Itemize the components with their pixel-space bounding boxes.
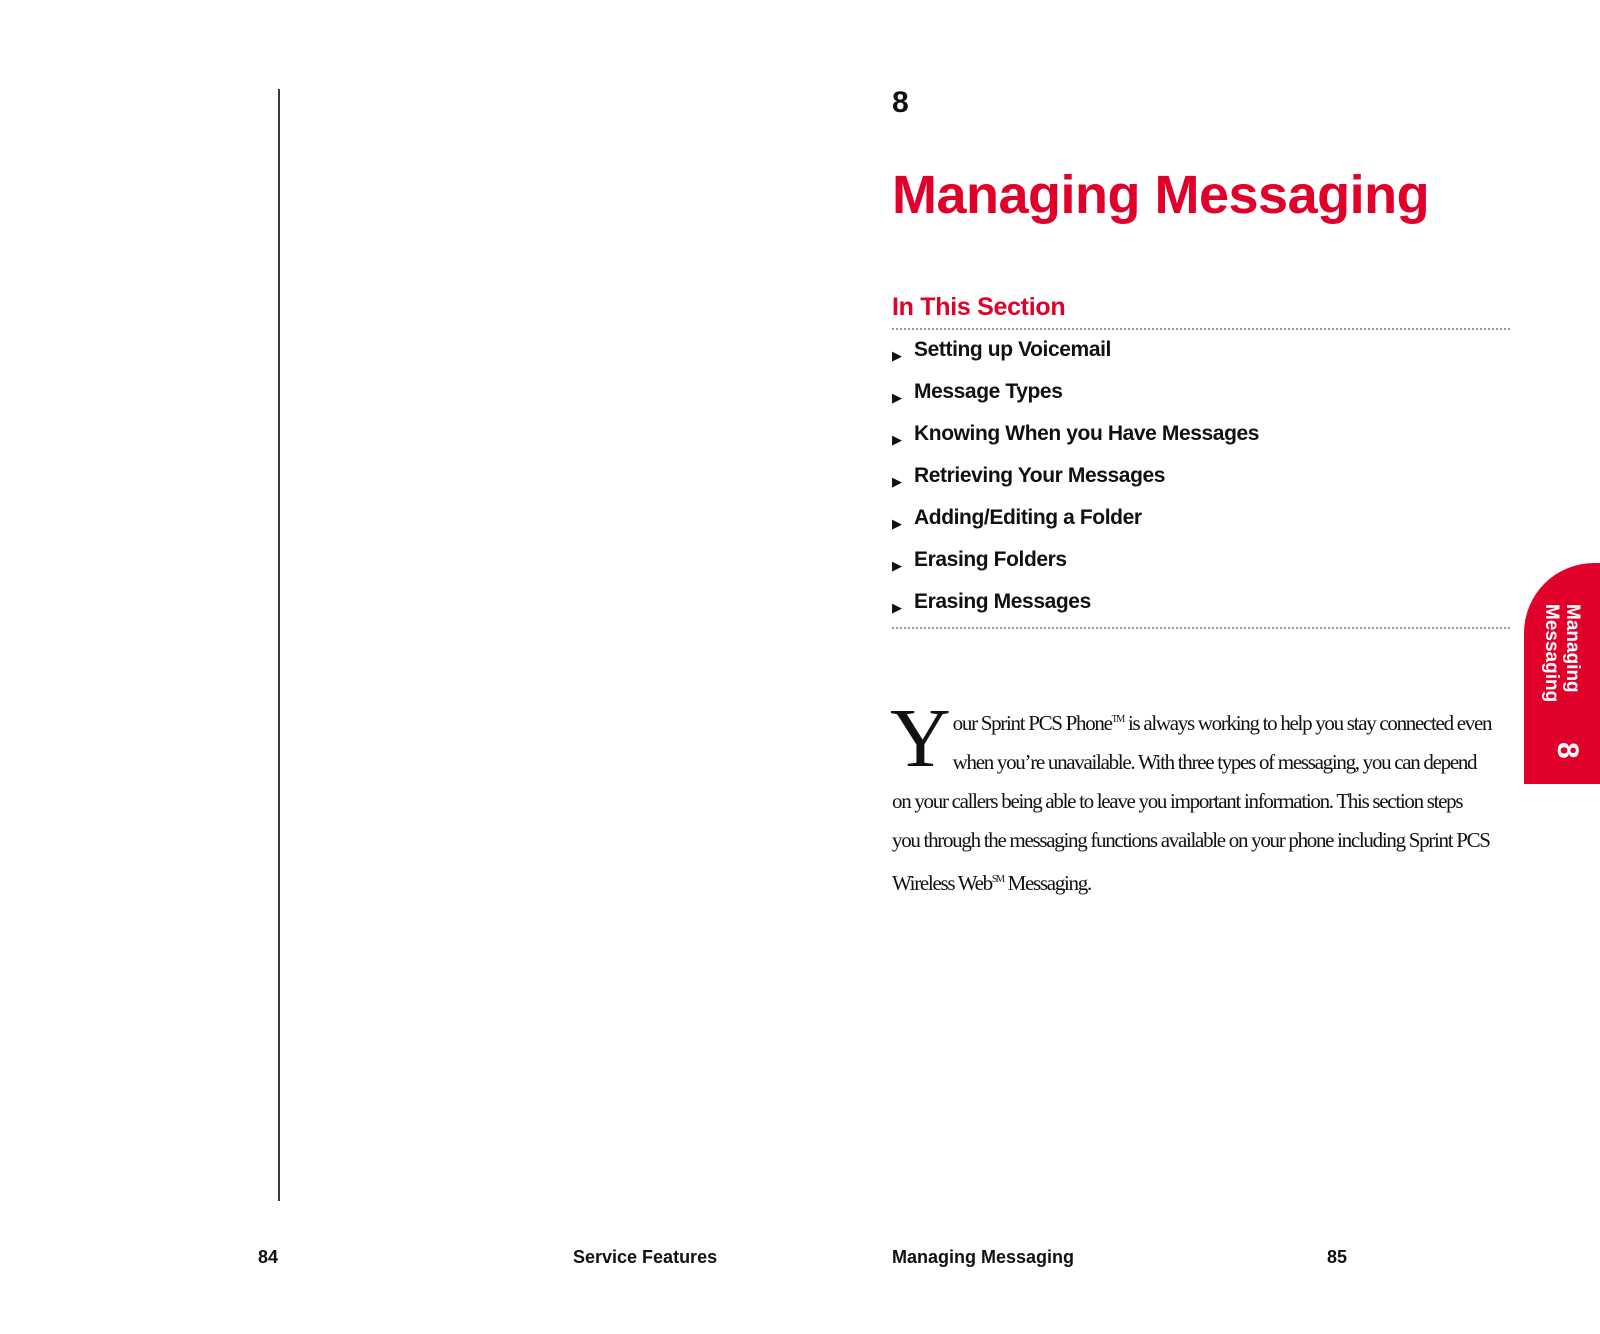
drop-cap: Y: [890, 692, 951, 785]
topic-label: Erasing Folders: [914, 548, 1067, 571]
triangle-right-icon: ▶: [892, 390, 902, 405]
edge-tab-line-1: Managing: [1562, 604, 1583, 693]
intro-text-part-3: Messaging.: [1003, 871, 1091, 895]
left-running-footer: Service Features: [573, 1247, 718, 1267]
topic-message-types[interactable]: [892, 380, 1259, 422]
page-spine-rule: [278, 89, 280, 1201]
chapter-number: 8: [892, 86, 909, 119]
topic-label: Adding/Editing a Folder: [914, 506, 1142, 529]
triangle-right-icon: ▶: [892, 516, 902, 531]
right-running-footer: Managing Messaging: [892, 1247, 1075, 1267]
topic-label: Retrieving Your Messages: [914, 464, 1166, 487]
edge-tab-line-2: Messaging: [1541, 604, 1562, 703]
topic-label: Setting up Voicemail: [914, 338, 1111, 361]
intro-paragraph: [890, 692, 1492, 903]
topic-label: Erasing Messages: [914, 590, 1091, 613]
triangle-right-icon: ▶: [892, 474, 902, 489]
intro-text-part-2: is always working to help you stay connected even when you’re unavailable. With three types of messaging, you can depend on your callers being able to leave you important information. This section steps you through the messaging functions available on your phone including Sprint PCS Wireless Web: [892, 711, 1492, 895]
section-bottom-divider: [892, 627, 1510, 629]
service-mark: SM: [991, 874, 1004, 885]
topic-erasing-folders[interactable]: [892, 548, 1259, 590]
triangle-right-icon: ▶: [892, 558, 902, 573]
left-page-number: 84: [258, 1247, 279, 1267]
section-top-divider: [892, 328, 1510, 330]
chapter-edge-tab-number: 8: [1551, 742, 1584, 759]
in-this-section-heading: In This Section: [892, 293, 1066, 321]
chapter-title: Managing Messaging: [892, 165, 1430, 225]
right-page-number: 85: [1327, 1247, 1348, 1267]
triangle-right-icon: ▶: [892, 600, 902, 615]
topic-label: Message Types: [914, 380, 1063, 403]
triangle-right-icon: ▶: [892, 348, 902, 363]
topic-adding-editing-a-folder[interactable]: [892, 506, 1259, 548]
topic-knowing-when-you-have-messages[interactable]: [892, 422, 1259, 464]
topic-erasing-messages[interactable]: [892, 590, 1259, 632]
topic-setting-up-voicemail[interactable]: [892, 338, 1259, 380]
topic-label: Knowing When you Have Messages: [914, 422, 1260, 445]
chapter-edge-tab-label: [1541, 604, 1583, 702]
topic-retrieving-your-messages[interactable]: [892, 464, 1259, 506]
intro-text-part-1: our Sprint PCS Phone: [952, 711, 1112, 735]
section-topic-list: [892, 338, 1259, 632]
triangle-right-icon: ▶: [892, 432, 902, 447]
trademark-mark: TM: [1111, 714, 1125, 725]
